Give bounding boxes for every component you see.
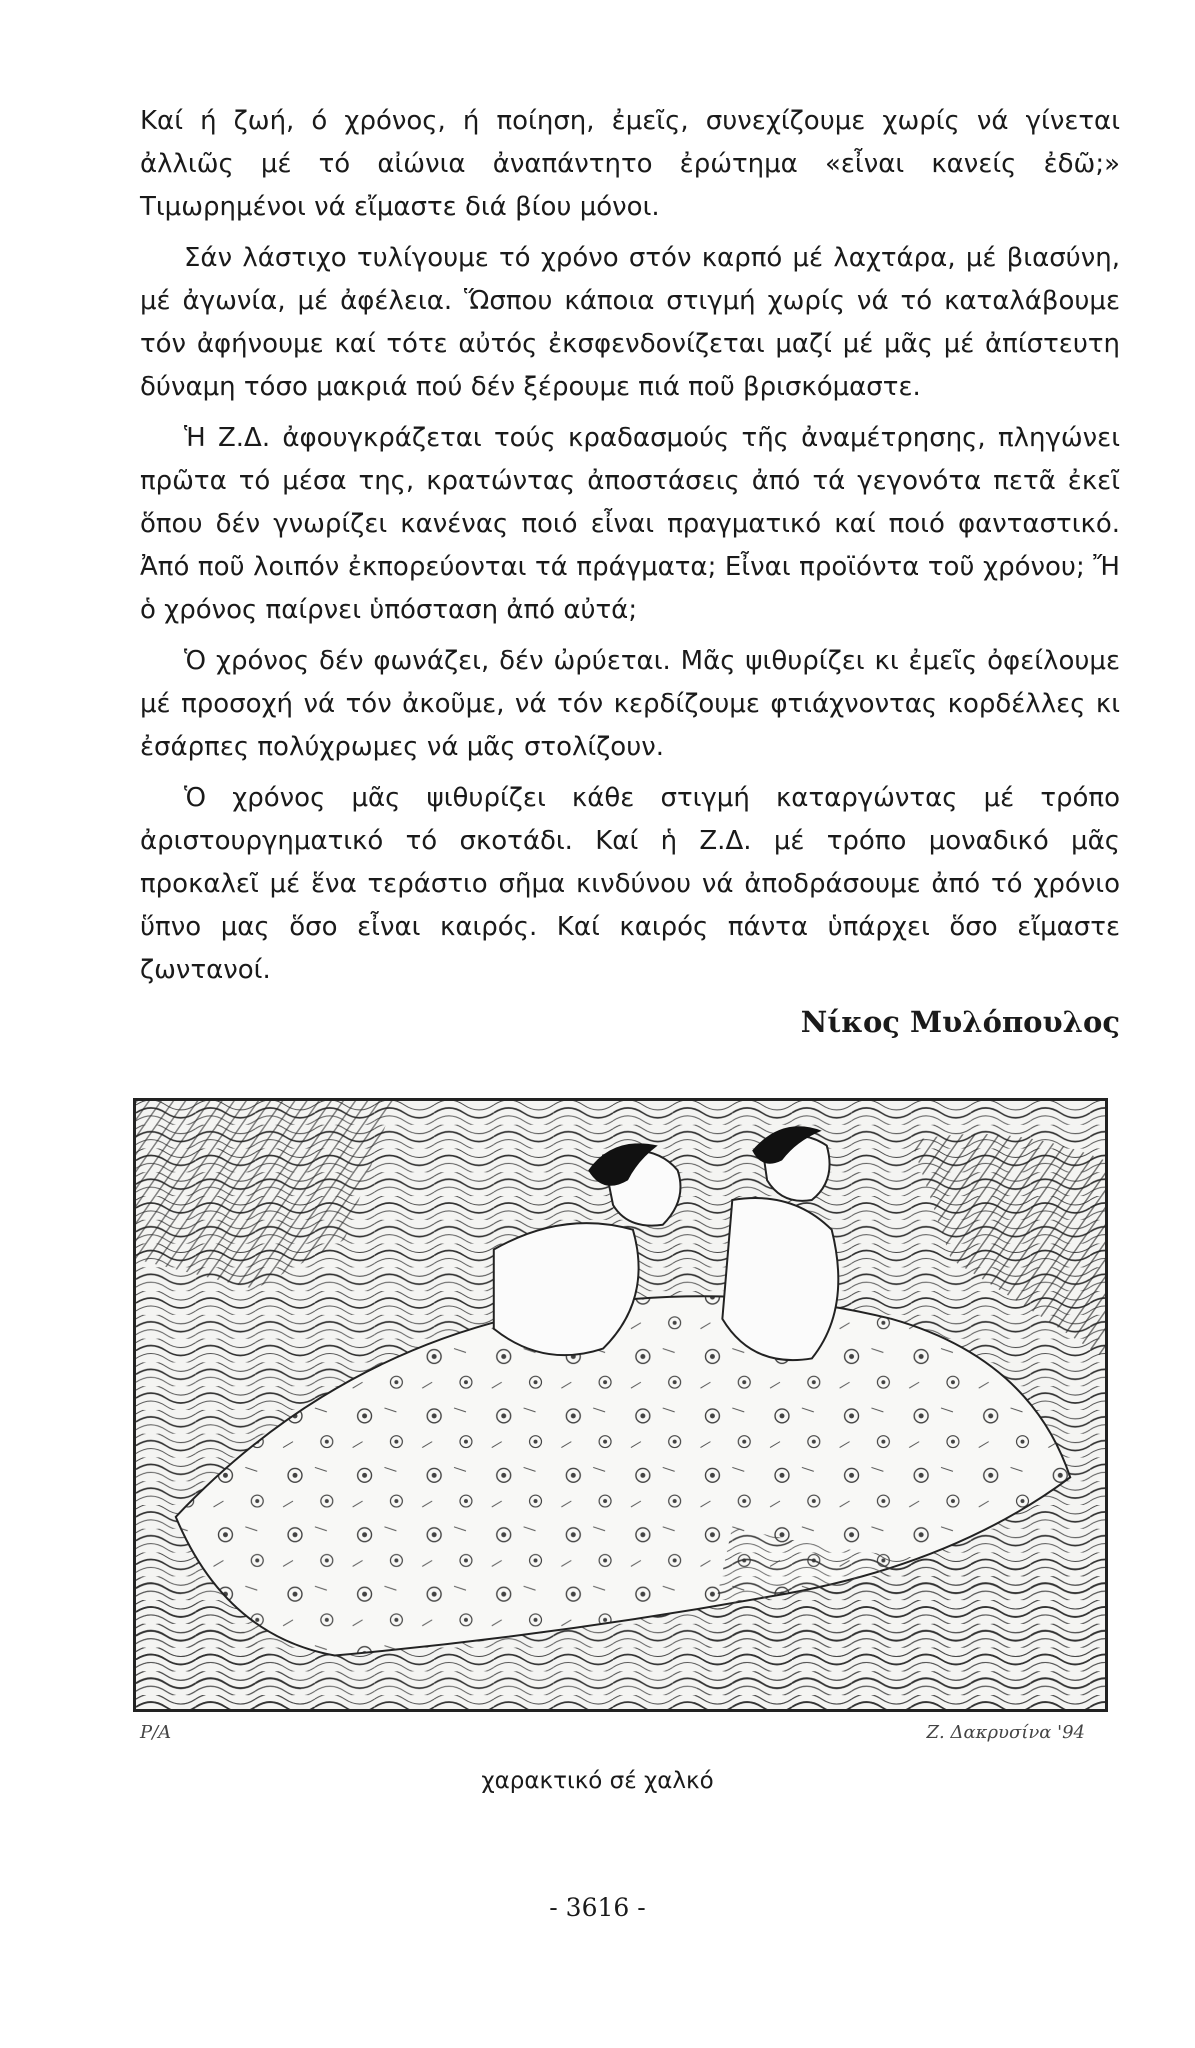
paragraph-3: Ἡ Ζ.Δ. ἀφουγκράζεται τούς κραδασμούς τῆς ἀναμέτρησης, πληγώνει πρῶτα τό μέσα της, κρατώντας ἀποστάσεις ἀπό τά γεγονότα πετᾶ ἐκεῖ ὅπου δέν γνωρίζει κανένας ποιό εἶναι πραγματικό καί ποιό φανταστικό. Ἀπό ποῦ λοιπόν ἐκπορεύονται τά πράγματα; Εἶναι προϊόντα τοῦ χρόνου; Ἤ ὁ χρόνος παίρνει ὑπόσταση ἀπό αὐτά; — [140, 423, 1120, 625]
artist-signature: Ζ. Δακρυσίνα '94 — [926, 1722, 1085, 1743]
paragraph-5: Ὁ χρόνος μᾶς ψιθυρίζει κάθε στιγμή καταργώντας μέ τρόπο ἀριστουργηματικό τό σκοτάδι. Καί ἡ Ζ.Δ. μέ τρόπο μοναδικό μᾶς προκαλεῖ μέ ἕνα τεράστιο σῆμα κινδύνου νά ἀποδράσουμε ἀπό τό χρόνιο ὕπνο μας ὅσο εἶναι καιρός. Καί καιρός πάντα ὑπάρχει ὅσο εἴμαστε ζωντανοί. — [140, 783, 1120, 985]
engraving-illustration — [133, 1098, 1108, 1712]
paragraph-2: Σάν λάστιχο τυλίγουμε τό χρόνο στόν καρπό μέ λαχτάρα, μέ βιασύνη, μέ ἀγωνία, μέ ἀφέλεια. Ὥσπου κάποια στιγμή χωρίς νά τό καταλάβουμε τόν ἀφήνουμε καί τότε αὐτός ἐκσφενδονίζεται μαζί μέ μᾶς μέ ἀπίστευτη δύναμη τόσο μακριά πού δέν ξέρουμε πιά ποῦ βρισκόμαστε. — [140, 243, 1120, 402]
article-body — [140, 100, 1120, 1044]
paragraph-1: Καί ή ζωή, ό χρόνος, ή ποίηση, ἐμεῖς, συνεχίζουμε χωρίς νά γίνεται ἀλλιῶς μέ τό αἰώνια ἀναπάντητο ἐρώτημα «εἶναι κανείς ἐδῶ;» Τιμωρημένοι νά εἴμαστε διά βίου μόνοι. — [140, 106, 1120, 222]
author-signature: Νίκος Μυλόπουλος — [800, 1005, 1120, 1039]
illustration-caption: χαρακτικό σέ χαλκό — [481, 1768, 714, 1794]
plate-edition-mark: P/A — [140, 1722, 172, 1743]
page-number: - 3616 - — [549, 1893, 646, 1922]
paragraph-4: Ὁ χρόνος δέν φωνάζει, δέν ὠρύεται. Μᾶς ψιθυρίζει κι ἐμεῖς ὀφείλουμε μέ προσοχή νά τόν ἀκοῦμε, νά τόν κερδίζουμε φτιάχνοντας κορδέλλες κι ἐσάρπες πολύχρωμες νά μᾶς στολίζουν. — [140, 646, 1120, 762]
engraving-drawing — [136, 1101, 1105, 1709]
